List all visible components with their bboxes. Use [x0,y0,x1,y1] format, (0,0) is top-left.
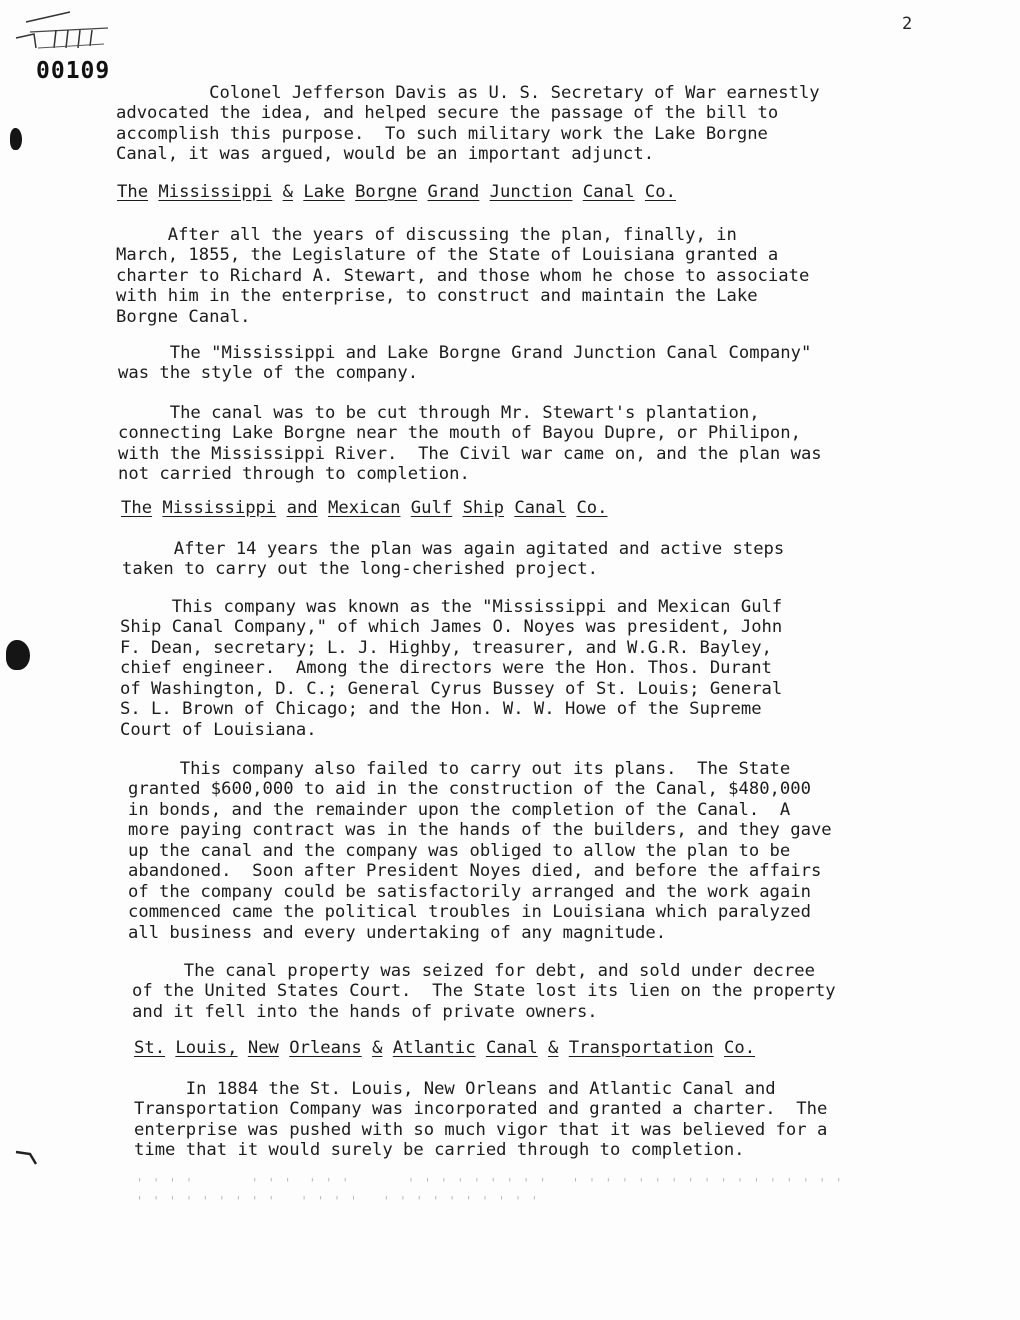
heading-word: Co. [576,498,608,518]
heading-word: The [117,182,149,202]
text-line: with him in the enterprise, to construct and maintain the Lake [116,286,758,306]
text-line: Colonel Jefferson Davis as U. S. Secretary of War earnestly [116,82,820,103]
text-line: in bonds, and the remainder upon the completion of the Canal. A [128,799,791,820]
heading-word: Mexican [328,498,401,518]
faded-line: ' ' ' ' ' ' ' ' ' ' ' ' ' ' ' ' ' ' ' ' ' ' ' [136,1194,540,1208]
faded-illegible-text [136,1156,956,1210]
text-line: up the canal and the company was obliged to allow the plan to be [128,840,791,861]
paragraph-jefferson-davis [116,62,966,165]
heading-word: Mississippi [158,182,273,202]
paragraph-company-style [118,322,968,384]
page-number: 2 [902,14,913,34]
text-line: was the style of the company. [118,363,419,383]
heading-word: Ship [462,498,504,518]
text-line: After all the years of discussing the plan, finally, in [116,224,737,245]
text-line: Canal, it was argued, would be an important adjunct. [116,144,655,164]
text-line: The canal was to be cut through Mr. Stewart's plantation, [118,402,760,423]
heading-word: Borgne [355,182,418,202]
text-line: In 1884 the St. Louis, New Orleans and Atlantic Canal and [134,1078,776,1099]
heading-word: Junction [489,182,573,202]
text-line: Court of Louisiana. [120,719,317,740]
heading-word: Mississippi [162,498,277,518]
text-line: with the Mississippi River. The Civil war came on, and the plan was [118,443,822,464]
text-line: time that it would surely be carried through to completion. [134,1140,745,1160]
paragraph-company-officers [120,576,970,740]
text-line: chief engineer. Among the directors were the Hon. Thos. Durant [120,658,772,678]
heading-word: Gulf [410,498,453,518]
text-line: enterprise was pushed with so much vigor that it was believed for a [134,1119,828,1140]
text-line: F. Dean, secretary; L. J. Highby, treasurer, and W.G.R. Bayley, [120,637,772,658]
text-line: not carried through to completion. [118,464,470,484]
text-line: accomplish this purpose. To such military work the Lake Borgne [116,123,768,144]
text-line: advocated the idea, and helped secure the passage of the bill to [116,103,779,123]
heading-word: Transportation [568,1038,714,1058]
heading-word: & [372,1038,383,1058]
heading-word: Co. [644,182,676,202]
text-line: of the United States Court. The State lost its lien on the property [132,981,836,1001]
heading-word: St. [134,1038,166,1058]
heading-word: Canal [514,498,567,518]
text-line: March, 1855, the Legislature of the State of Louisiana granted a [116,245,779,265]
faded-line: ' ' ' ' ' ' ' ' ' ' ' ' ' ' ' ' ' ' ' ' ' ' ' ' ' ' ' ' ' ' ' ' ' ' ' ' [136,1176,844,1190]
heading-word: New [247,1038,279,1058]
text-line: taken to carry out the long-cherished project. [122,559,598,579]
paragraph-stewart-plantation [118,382,968,485]
heading-word: and [286,498,318,518]
text-line: The canal property was seized for debt, and sold under decree [132,960,815,981]
text-line: S. L. Brown of Chicago; and the Hon. W. W. Howe of the Supreme [120,699,762,719]
heading-word: Grand [427,182,480,202]
paragraph-1855-charter [116,204,966,327]
heading-word: The [121,498,153,518]
heading-word: Lake [303,182,345,202]
text-line: abandoned. Soon after President Noyes died, and before the affairs [128,861,822,881]
heading-word: Canal [485,1038,538,1058]
text-line: charter to Richard A. Stewart, and those whom he chose to associate [116,265,810,286]
binding-tick-mark [14,1146,40,1168]
punch-hole-mark [10,128,22,150]
text-line: After 14 years the plan was again agitated and active steps [122,538,785,559]
paragraph-14-years-later [122,518,972,580]
paragraph-property-seized [132,940,982,1022]
heading-word: Atlantic [392,1038,476,1058]
section-heading-atlantic-canal-transportation [134,1018,755,1058]
paragraph-1884-incorporation [134,1058,984,1161]
text-line: connecting Lake Borgne near the mouth of Bayou Dupre, or Philipon, [118,423,801,443]
text-line: Transportation Company was incorporated and granted a charter. The [134,1099,828,1119]
document-stamp-number: 00109 [36,58,111,84]
heading-word: Louis, [175,1038,238,1058]
section-heading-lake-borgne-junction [117,162,676,202]
punch-hole-mark [6,640,30,670]
text-line: granted $600,000 to aid in the construction of the Canal, $480,000 [128,779,811,799]
text-line: This company was known as the "Mississippi and Mexican Gulf [120,596,783,617]
heading-word: Orleans [289,1038,362,1058]
heading-word: Co. [724,1038,756,1058]
text-line: Ship Canal Company," of which James O. Noyes was president, John [120,617,783,637]
text-line: and it fell into the hands of private owners. [132,1001,598,1022]
paragraph-company-failure [128,738,978,943]
text-line: The "Mississippi and Lake Borgne Grand Junction Canal Company" [118,342,812,363]
text-line: more paying contract was in the hands of the builders, and they gave [128,820,832,840]
heading-word: & [548,1038,559,1058]
text-line: of the company could be satisfactorily arranged and the work again [128,881,811,902]
heading-word: Canal [582,182,635,202]
text-line: This company also failed to carry out its plans. The State [128,758,791,779]
text-line: Borgne Canal. [116,306,251,327]
handwritten-annotation-mark [8,8,116,52]
text-line: of Washington, D. C.; General Cyrus Bussey of St. Louis; General [120,678,783,699]
section-heading-mexican-gulf-ship-canal [121,478,607,518]
text-line: commenced came the political troubles in Louisiana which paralyzed [128,902,811,922]
heading-word: & [282,182,293,202]
text-line: all business and every undertaking of any magnitude. [128,922,667,943]
